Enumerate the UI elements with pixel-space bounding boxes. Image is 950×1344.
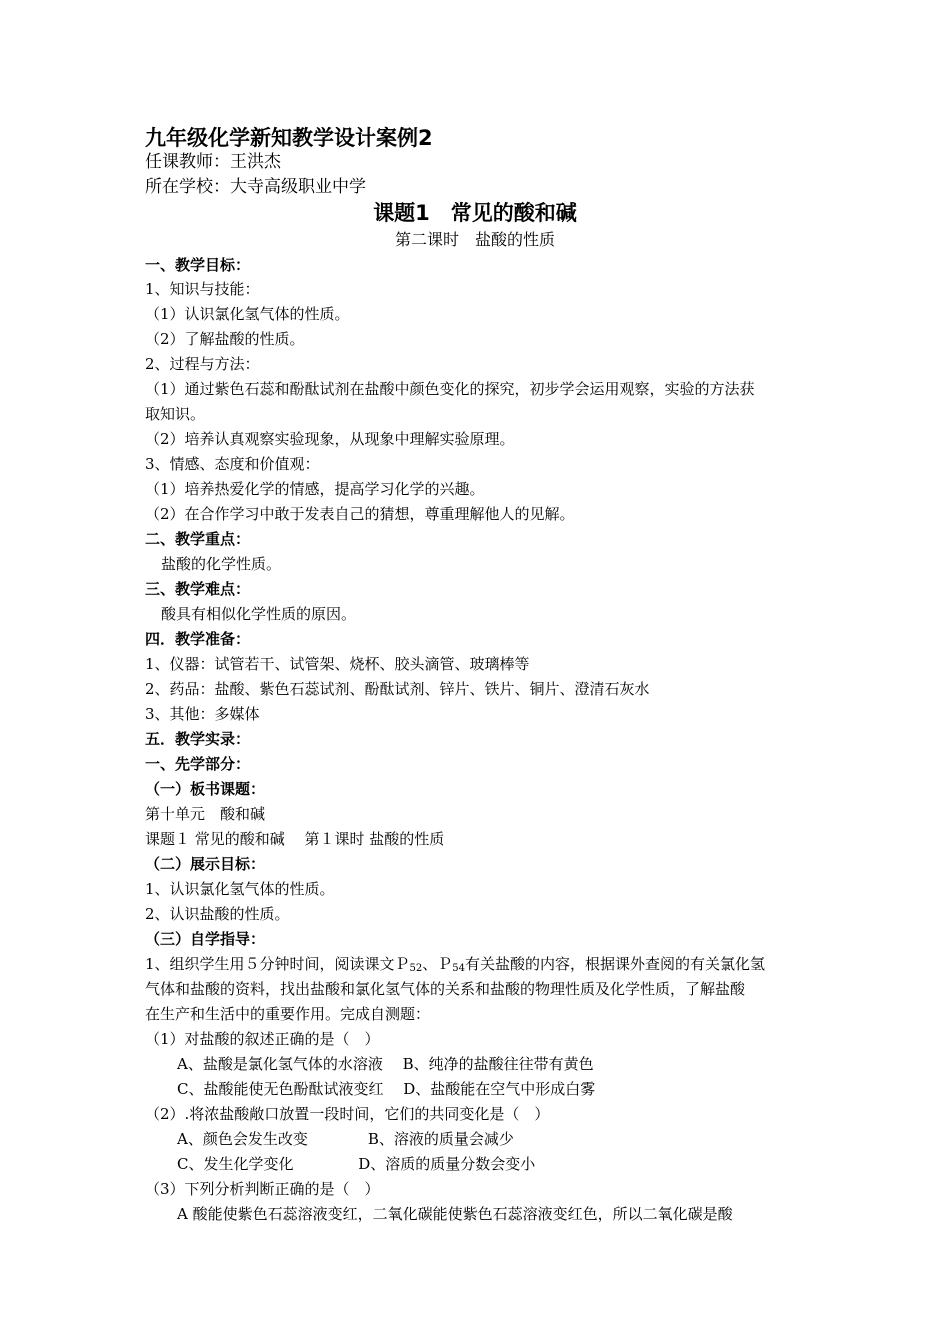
- goals-process-1a: （1）通过紫色石蕊和酚酞试剂在盐酸中颜色变化的探究，初步学会运用观察，实验的方法获: [145, 380, 755, 398]
- prep-instruments: 1、仪器：试管若干、试管架、烧杯、胶头滴管、玻璃棒等: [145, 655, 530, 673]
- record-part1-heading: 一、先学部分：: [145, 755, 251, 773]
- goals-knowledge-1: （1）认识氯化氢气体的性质。: [145, 305, 350, 323]
- school-line: 所在学校：大寺高级职业中学: [145, 177, 366, 197]
- goals-process-heading: 2、过程与方法：: [145, 355, 260, 373]
- goals-process-2: （2）培养认真观察实验现象，从现象中理解实验原理。: [145, 430, 515, 448]
- teacher-line: 任课教师：王洪杰: [145, 152, 281, 172]
- question-3: （3）下列分析判断正确的是（ ）: [145, 1180, 380, 1198]
- question-2-options-ab: A、颜色会发生改变 B、溶液的质量会减少: [177, 1130, 514, 1148]
- self-study-line-1: [145, 954, 765, 979]
- question-1-options-cd: C、盐酸能使无色酚酞试液变红 D、盐酸能在空气中形成白雾: [177, 1080, 596, 1098]
- goals-knowledge-heading: 1、知识与技能：: [145, 280, 260, 298]
- prep-other: 3、其他：多媒体: [145, 705, 260, 723]
- prep-reagents: 2、药品：盐酸、紫色石蕊试剂、酚酞试剂、锌片、铁片、铜片、澄清石灰水: [145, 680, 650, 698]
- key-point-text: 盐酸的化学性质。: [161, 555, 282, 573]
- self-study-line-2: 气体和盐酸的资料，找出盐酸和氯化氢气体的关系和盐酸的物理性质及化学性质，了解盐酸: [145, 980, 746, 998]
- board-topic-line-1: 第十单元 酸和碱: [145, 805, 266, 823]
- goals-emotion-1: （1）培养热爱化学的情感，提高学习化学的兴趣。: [145, 480, 485, 498]
- self-study-heading: （三）自学指导：: [145, 930, 266, 948]
- self-study-line-1-a: 1、组织学生用５分钟时间，阅读课文Ｐ: [145, 955, 410, 973]
- question-2: （2）.将浓盐酸敞口放置一段时间，它们的共同变化是（ ）: [145, 1105, 550, 1123]
- show-goals-line-1: 1、认识氯化氢气体的性质。: [145, 880, 335, 898]
- record-heading: 五．教学实录：: [145, 730, 251, 748]
- goals-heading: 一、教学目标：: [145, 256, 251, 274]
- difficult-point-text: 酸具有相似化学性质的原因。: [161, 605, 357, 623]
- question-3-option-a: A 酸能使紫色石蕊溶液变红，二氧化碳能使紫色石蕊溶液变红色，所以二氧化碳是酸: [177, 1205, 733, 1223]
- page-ref-52: 52: [409, 963, 423, 974]
- question-2-options-cd: C、发生化学变化 D、溶质的质量分数会变小: [177, 1155, 536, 1173]
- goals-emotion-2: （2）在合作学习中敢于发表自己的猜想，尊重理解他人的见解。: [145, 505, 575, 523]
- goals-emotion-heading: 3、情感、态度和价值观：: [145, 455, 320, 473]
- topic-title: 课题1 常见的酸和碱: [373, 201, 577, 225]
- key-point-heading: 二、教学重点：: [145, 530, 251, 548]
- question-1: （1）对盐酸的叙述正确的是（ ）: [145, 1030, 380, 1048]
- question-1-options-ab: A、盐酸是氯化氢气体的水溶液 B、纯净的盐酸往往带有黄色: [177, 1055, 594, 1073]
- page-ref-54: 54: [452, 963, 466, 974]
- self-study-line-1-c: 有关盐酸的内容，根据课外查阅的有关氯化氢: [465, 955, 766, 973]
- lesson-subtitle: 第二课时 盐酸的性质: [394, 230, 555, 249]
- goals-knowledge-2: （2）了解盐酸的性质。: [145, 330, 305, 348]
- goals-process-1b: 取知识。: [145, 405, 206, 423]
- self-study-line-3: 在生产和生活中的重要作用。完成自测题：: [145, 1005, 431, 1023]
- board-topic-heading: （一）板书课题：: [145, 780, 266, 798]
- self-study-line-1-b: 、Ｐ: [422, 955, 453, 973]
- document-title: 九年级化学新知教学设计案例2: [145, 126, 433, 150]
- show-goals-line-2: 2、认识盐酸的性质。: [145, 905, 290, 923]
- prep-heading: 四．教学准备：: [145, 630, 251, 648]
- difficult-point-heading: 三、教学难点：: [145, 580, 251, 598]
- board-topic-line-2: 课题１ 常见的酸和碱 第１课时 盐酸的性质: [145, 830, 445, 848]
- show-goals-heading: （二）展示目标：: [145, 855, 266, 873]
